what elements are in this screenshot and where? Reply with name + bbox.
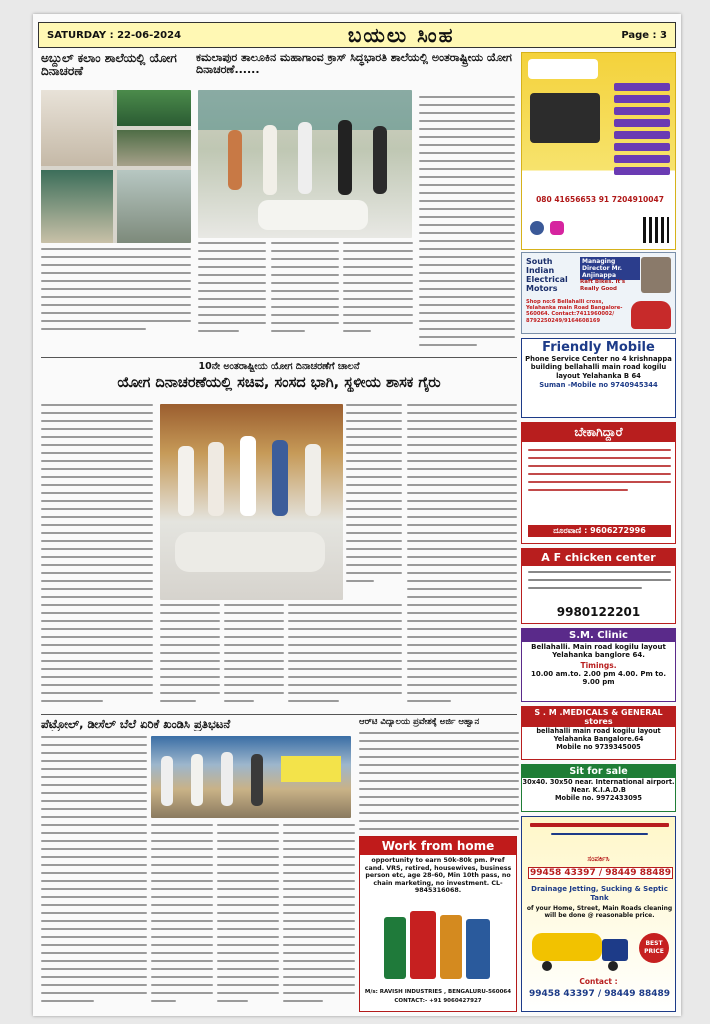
site-body: 30x40. 30x50 near. International airport. Near. K.I.A.D.B [522,778,675,794]
best-price-badge: BEST PRICE [639,933,669,963]
article-2-text-col4 [419,96,515,354]
clinic-body: Bellahalli. Main road kogilu layout Yelahanka banglore 64. [531,643,666,660]
friendly-mobile-body: Phone Service Center no 4 krishnappa building bellahalli main road kogilu layout Yelahanka B 64 [525,355,672,380]
article-3-text-col3 [407,404,517,709]
work-from-home-body: opportunity to earn 50k-80k pm. Pref cand. VRS, retired, housewives, business person etc, age 28-60, Min 10th pass, no chain marketing, no investment. CL- 9845316068. [364,857,512,895]
chicken-title: A F chicken center [522,549,675,566]
site-title: Sit for sale [522,765,675,778]
clinic-ad [521,628,676,702]
site-mobile: Mobile no. 9972433095 [554,794,642,802]
printing-phones: 080 41656653 91 7204910047 [536,195,664,204]
printing-ad [521,52,676,250]
article-2-text-col3 [343,242,413,352]
work-from-home-company: M/s: RAVISH INDUSTRIES , BENGALURU-560064 [364,989,512,995]
newspaper-page [33,14,681,1016]
motors-tagline: Raft Bikes. It's Really Good [580,279,626,292]
article-2-headline: ಕಮಲಾಪುರ ತಾಲೂಕಿನ ಮಹಾಗಾಂವ ಕ್ರಾಸ್ ಸಿದ್ಧಭಾರತಿ ಶಾಲೆಯಲ್ಲಿ ಅಂತರಾಷ್ಟ್ರೀಯ ಯೋಗ ದಿನಾಚರಣೆ...... [196,52,512,77]
wanted-ad [521,422,676,544]
drainage-sub: ಸಂಪರ್ಕಿಸಿ [587,855,610,863]
wanted-text [528,449,671,519]
drainage-title: Drainage Jetting, Sucking & Septic Tank [531,885,668,902]
article-3-text-col2 [346,404,402,594]
printer-image [530,93,600,143]
motors-address: Shop no:6 Bellahalli cross, Yelahanka main Road Bangalore-560064. Contact:7411960002/ 8792250249/9164608169 [526,299,623,324]
chicken-text [528,571,671,605]
work-from-home-contact: CONTACT:- +91 9060427927 [394,998,482,1004]
page-number: Page : 3 [621,29,667,41]
chicken-center-ad [521,548,676,624]
article-4-photo-protest [151,736,351,818]
issue-date: SATURDAY : 22-06-2024 [47,29,182,41]
newspaper-title: ಬಯಲು ಸಿಂಹ [347,23,455,47]
printing-logo [528,59,598,79]
article-3-text-col5 [224,604,284,709]
bike-image [631,301,671,329]
qr-code [643,217,669,243]
medicals-mobile: Mobile no 9739345005 [556,743,641,751]
medicals-body: bellahalli main road kogilu layout Yelahanka Bangalore.64 [536,727,661,743]
article-3-text-col6 [288,604,402,709]
drainage-phones-2: 99458 43397 / 98449 88489 [528,989,671,999]
article-2-text-col2 [271,242,339,352]
drainage-contact-label: Contact : [579,977,618,986]
article-4-text-col1 [41,736,147,1008]
drainage-body: of your Home, Street, Main Roads cleaning will be done @ reasonable price. [526,905,673,920]
drainage-ad [521,816,676,1012]
article-3-photo-yoga-ceremony [160,404,343,600]
site-for-sale-ad [521,764,676,812]
article-4-headline: ಪೆಟ್ರೋಲ್, ಡೀಸೆಲ್ ಬೆಲೆ ಏರಿಕೆ ಖಂಡಿಸಿ ಪ್ರತಿಭಟನೆ [41,718,231,731]
social-icons [530,215,650,241]
instagram-icon [550,221,564,235]
friendly-mobile-contact: Suman -Mobile no 9740945344 [539,381,658,390]
clinic-timings-label: Timings. [580,660,617,670]
wanted-title: ಬೇಕಾಗಿದ್ದಾರೆ [522,423,675,442]
article-1-headline: ಅಬ್ದುಲ್ ಕಲಾಂ ಶಾಲೆಯಲ್ಲಿ ಯೋಗ ದಿನಾಚರಣೆ [41,52,177,79]
divider [41,357,517,358]
product-image [384,907,494,985]
article-3-kicker: 10ನೇ ಅಂತರಾಷ್ಟ್ರೀಯ ಯೋಗ ದಿನಾಚರಣೆಗೆ ಚಾಲನೆ [198,362,360,372]
article-4-text-col3 [217,824,279,1008]
chicken-phone: 9980122201 [556,605,641,619]
drainage-phones-1: 99458 43397 / 98449 88489 [529,868,672,878]
friendly-mobile-title: Friendly Mobile [542,340,655,355]
drainage-kannada-title [530,823,669,849]
facebook-icon [530,221,544,235]
article-4-text-col4 [283,824,355,1008]
masthead [38,22,676,48]
article-1-text [41,248,191,350]
medicals-title: S . M .MEDICALS & GENERAL stores [522,707,675,727]
article-5-text [359,732,519,832]
clinic-title: S.M. Clinic [522,629,675,642]
wanted-phone: ದೂರವಾಣಿ : 9606272996 [528,525,671,537]
article-5-headline: ಆರ್‌ಟಿ ವಿದ್ಯಾಲಯ ಪ್ರವೇಶಕ್ಕೆ ಅರ್ಜಿ ಆಹ್ವಾನ [359,718,480,727]
friendly-mobile-ad [521,338,676,418]
medicals-ad [521,706,676,760]
article-2-text-col1 [198,242,266,352]
article-4-text-col2 [151,824,213,1008]
work-from-home-title: Work from home [360,837,516,855]
work-from-home-ad [359,836,517,1012]
article-3-headline: ಯೋಗ ದಿನಾಚರಣೆಯಲ್ಲಿ ಸಚಿವ, ಸಂಸದ ಭಾಗಿ, ಸ್ಥಳೀಯ ಶಾಸಕ ಗೈರು [117,376,441,391]
tanker-truck-image [532,927,632,971]
clinic-timings: 10.00 am.to. 2.00 pm 4.00. Pm to. 9.00 pm [531,669,666,687]
motors-title: South Indian Electrical Motors [526,257,568,293]
article-3-text-col4 [160,604,220,709]
director-photo [641,257,671,293]
electrical-motors-ad [521,252,676,334]
divider [41,714,517,715]
article-3-text-col1 [41,404,153,709]
article-2-photo-yoga-event [198,90,412,238]
services-list [614,83,670,193]
article-1-photo-collage [41,90,191,243]
motors-director: Managing Director Mr. Anjinappa [580,257,640,280]
